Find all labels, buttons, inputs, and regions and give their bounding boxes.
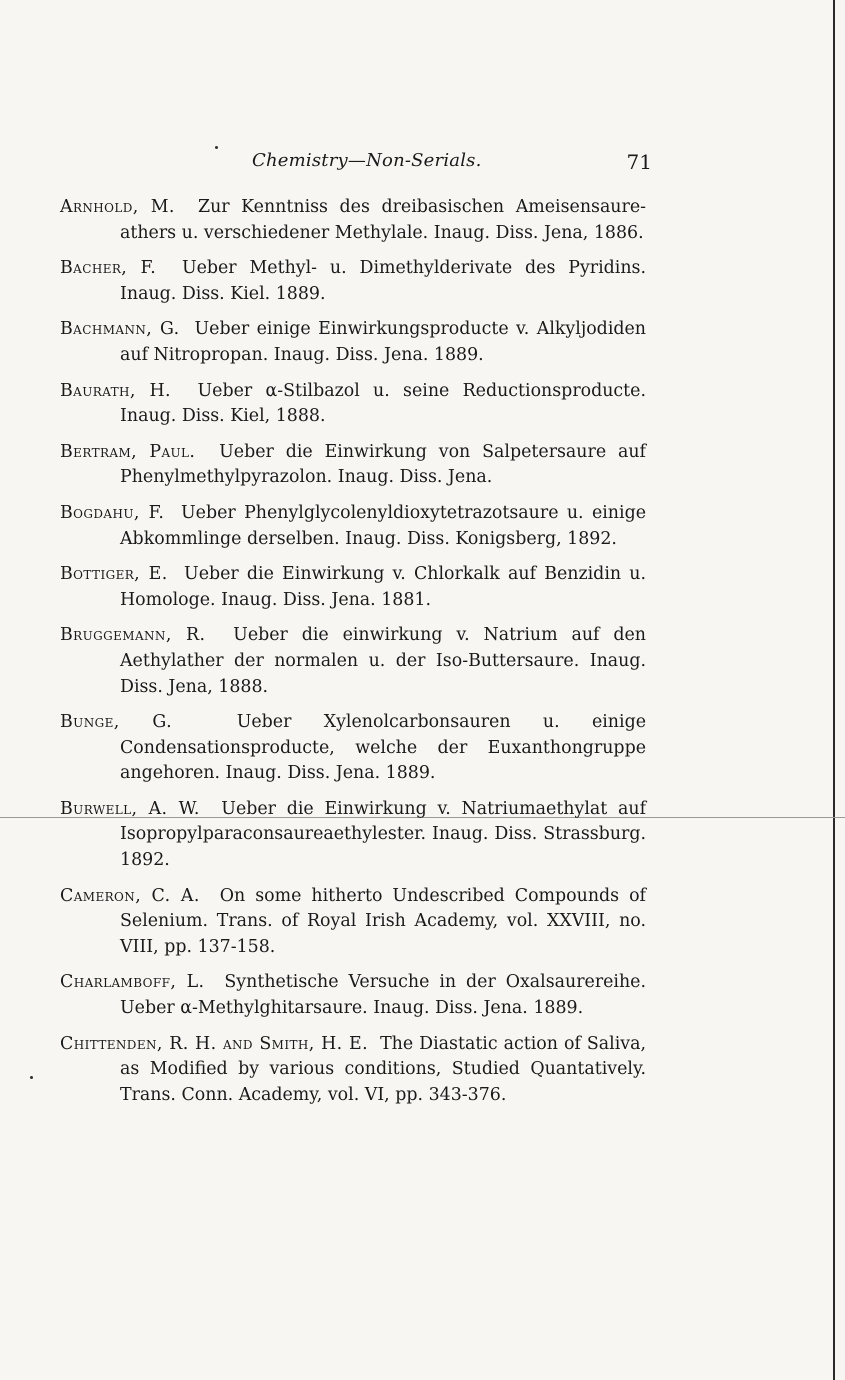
page-number: 71 [626,150,652,174]
entry-text: Zur Kenntniss des dreibasischen Ameisensaure-athers u. verschiedener Methylale. Inaug. Diss. Jena, 1886. [120,197,646,243]
page-edge-border [833,0,835,1380]
entry-author: Charlamboff, L. [60,972,205,993]
entry-text: Ueber die Einwirkung von Salpetersaure auf Phenylmethylpyrazolon. Inaug. Diss. Jena. [120,441,646,488]
bibliography-entry [60,623,646,700]
entry-text: Ueber die einwirkung v. Natrium auf den Aethylather der normalen u. der Iso-Buttersaure. Inaug. Diss. Jena, 1888. [120,625,646,697]
entry-author: Cameron, C. A. [60,885,200,906]
entry-author: Bottiger, E. [60,564,168,585]
entry-author: Bunge, G. [60,712,173,733]
entry-author: Bachmann, G. [60,319,180,340]
bibliography-entry [60,884,646,961]
entry-text: Ueber Methyl- u. Dimethylderivate des Pyridins. Inaug. Diss. Kiel. 1889. [120,258,647,304]
entry-author: Bruggemann, R. [60,625,206,646]
entry-text: Ueber α-Stilbazol u. seine Reductionsproducte. Inaug. Diss. Kiel, 1888. [120,380,646,427]
entry-text: Ueber die Einwirkung v. Chlorkalk auf Benzidin u. Homologe. Inaug. Diss. Jena. 1881. [120,564,646,610]
bibliography-entry [60,1032,646,1109]
entry-author: Baurath, H. [60,380,171,401]
bibliography-entry [60,317,646,368]
bibliography-list [60,195,646,1118]
entry-author: Bertram, Paul. [60,441,196,462]
page-header [56,148,656,178]
bibliography-entry [60,710,646,787]
bibliography-entry [60,195,646,246]
entry-text: Ueber Xylenolcarbonsauren u. einige Condensationsproducte, welche der Euxanthongruppe angehoren. Inaug. Diss. Jena. 1889. [120,712,646,784]
bibliography-entry [60,970,646,1021]
bibliography-entry [60,501,646,552]
bibliography-entry [60,440,646,491]
running-head: Chemistry—Non-Serials. [252,150,482,171]
entry-text: The Diastatic action of Saliva, as Modified by various conditions, Studied Quantatively. Trans. Conn. Academy, vol. VI, pp. 343-376. [120,1033,646,1105]
bibliography-entry [60,379,646,430]
entry-author: Arnhold, M. [60,197,175,217]
ink-speck [30,1076,33,1079]
entry-author: Burwell, A. W. [60,798,200,819]
bibliography-entry [60,562,646,613]
entry-author: Bacher, F. [60,258,157,279]
entry-text: Ueber einige Einwirkungsproducte v. Alkyljodiden auf Nitropropan. Inaug. Diss. Jena. 1889. [120,319,647,365]
entry-text: Ueber die Einwirkung v. Natriumaethylat auf Isopropylparaconsaureaethylester. Inaug. Diss. Strassburg. 1892. [120,798,647,871]
bibliography-entry [60,256,646,307]
entry-author: Chittenden, R. H. and Smith, H. E. [60,1033,369,1054]
entry-text: Ueber Phenylglycolenyldioxytetrazotsaure u. einige Abkommlinge derselben. Inaug. Diss. Konigsberg, 1892. [120,502,646,549]
entry-author: Bogdahu, F. [60,502,165,523]
bibliography-entry [60,797,646,874]
entry-text: On some hitherto Undescribed Compounds of Selenium. Trans. of Royal Irish Academy, vol. XXVIII, no. VIII, pp. 137-158. [120,885,646,957]
entry-text: Synthetische Versuche in der Oxalsaurereihe. Ueber α-Methylghitarsaure. Inaug. Diss. Jena. 1889. [120,972,647,1019]
